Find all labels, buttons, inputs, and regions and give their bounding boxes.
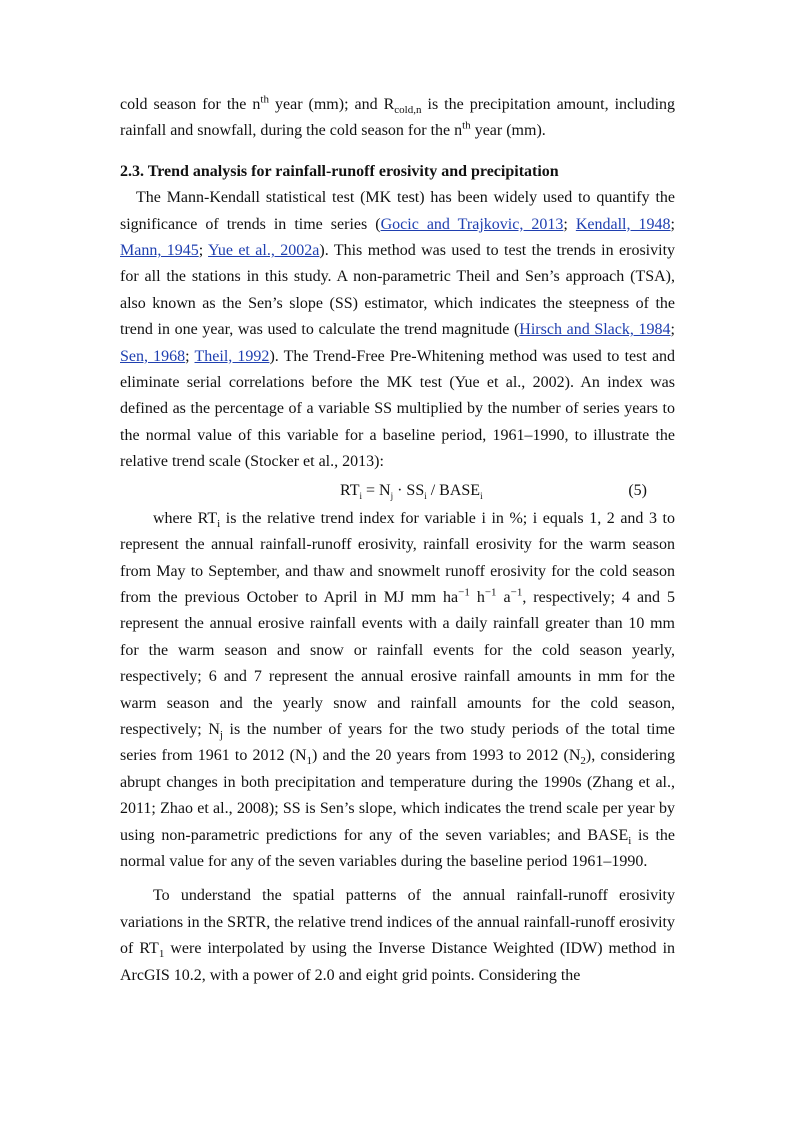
text-run: cold season for the n <box>120 96 261 113</box>
text-run: is the precipitation amount, including rainfall and snowfall, during the cold season for the n <box>120 96 676 140</box>
text-run: ). This method was used to test the trends in erosivity for all the stations in this study. A non-parametric Theil and Sen’s approach (TSA), also known as the Sen’s slope (SS) estimator, which indicates the steepness of the trend in one year, was used to calculate the trend magnitude ( <box>120 242 676 339</box>
text-run: , respectively; 4 and 5 represent the annual erosive rainfall events with a daily rainfall greater than 10 mm for the warm season and snow or rainfall events for the cold season yearly, respectively; 6 and 7 represent the annual erosive rainfall amounts in mm for the warm season and the yearly snow and rainfall amounts for the cold season, respectively; N <box>120 588 676 738</box>
paragraph-mk-test <box>120 185 675 475</box>
equation-formula <box>340 476 483 506</box>
text-run: ), considering abrupt changes in both precipitation and temperature during the 1990s (Zhang et al., 2011; Zhao et al., 2008); SS is Sen’s slope, which indicates the trend scale per year by using non-parametric predictions for any of the seven variables; and BASE <box>120 747 675 844</box>
text-run: were interpolated by using the Inverse Distance Weighted (IDW) method in ArcGIS 10.2, with a power of 2.0 and eight grid points. Considering the <box>120 940 676 984</box>
separator: ; <box>670 215 675 233</box>
eq-term: RT <box>340 481 360 499</box>
text-run: year (mm). <box>470 122 546 140</box>
separator: ; <box>670 321 675 339</box>
subscript: i <box>480 490 483 501</box>
text-run: is the relative trend index for variable i in %; i equals 1, 2 and 3 to represent the annual rainfall-runoff erosivity, rainfall erosivity for the warm season from May to September, and thaw and snowmelt runoff erosivity for the cold season from the previous October to April in MJ mm ha <box>120 509 675 606</box>
superscript: th <box>462 120 471 133</box>
page-body <box>120 92 675 989</box>
subscript: cold,n <box>394 104 422 117</box>
citation-link[interactable]: Mann, 1945 <box>120 242 199 260</box>
text-run: ) and the 20 years from 1993 to 2012 (N <box>312 747 581 765</box>
subscript: j <box>219 729 223 742</box>
citation-link[interactable]: Theil, 1992 <box>194 347 270 365</box>
equation-number: (5) <box>628 481 647 499</box>
separator: ; <box>198 242 209 260</box>
superscript: −1 <box>510 586 523 599</box>
separator: ; <box>563 215 576 233</box>
citation-link[interactable]: Kendall, 1948 <box>575 215 671 233</box>
separator: ; <box>185 347 195 365</box>
paragraph-continuation <box>120 92 675 145</box>
text-run: The Mann-Kendall statistical test (MK test) has been widely used to quantify the significance of trends in time series ( <box>120 189 675 233</box>
citation-link[interactable]: Sen, 1968 <box>120 347 186 365</box>
text-run: To understand the spatial patterns of the annual rainfall-runoff erosivity variations in the SRTR, the relative trend indices of the annual rainfall-runoff erosivity of RT <box>120 887 675 958</box>
superscript: th <box>260 93 269 106</box>
eq-term: · SS <box>393 481 425 499</box>
eq-term: / BASE <box>426 481 481 499</box>
text-run: is the number of years for the two study periods of the total time series from 1961 to 2012 (N <box>120 720 676 765</box>
paragraph-spatial <box>120 883 675 989</box>
subscript: 1 <box>158 948 165 961</box>
subscript: i <box>628 834 632 847</box>
superscript: −1 <box>458 586 470 599</box>
subscript: i <box>359 490 362 501</box>
superscript: −1 <box>484 586 497 599</box>
text-run: h <box>469 588 485 606</box>
text-run: a <box>496 588 511 606</box>
citation-link[interactable]: Yue et al., 2002a <box>208 242 320 260</box>
text-run: where RT <box>153 509 218 527</box>
eq-term: = N <box>362 481 391 499</box>
citation-link[interactable]: Hirsch and Slack, 1984 <box>519 321 671 339</box>
text-run: year (mm); and R <box>268 96 395 113</box>
subscript: i <box>424 490 427 501</box>
subscript: j <box>390 490 394 501</box>
text-run: is the normal value for any of the seven variables during the baseline period 1961–1990. <box>120 826 676 870</box>
citation-link[interactable]: Gocic and Trajkovic, 2013 <box>380 215 564 233</box>
subscript: 1 <box>306 755 313 768</box>
text-run: ). The Trend-Free Pre-Whitening method was used to test and eliminate serial correlations before the MK test (Yue et al., 2002). An index was defined as the percentage of a variable SS multiplied by the number of series years to the normal value of this variable for a baseline period, 1961–1990, to illustrate the relative trend scale (Stocker et al., 2013): <box>120 347 676 471</box>
subscript: 2 <box>580 755 586 768</box>
subscript: i <box>217 517 221 530</box>
paragraph-where <box>120 506 675 876</box>
section-heading: 2.3. Trend analysis for rainfall-runoff erosivity and precipitation <box>120 162 559 180</box>
equation-5 <box>120 476 675 506</box>
